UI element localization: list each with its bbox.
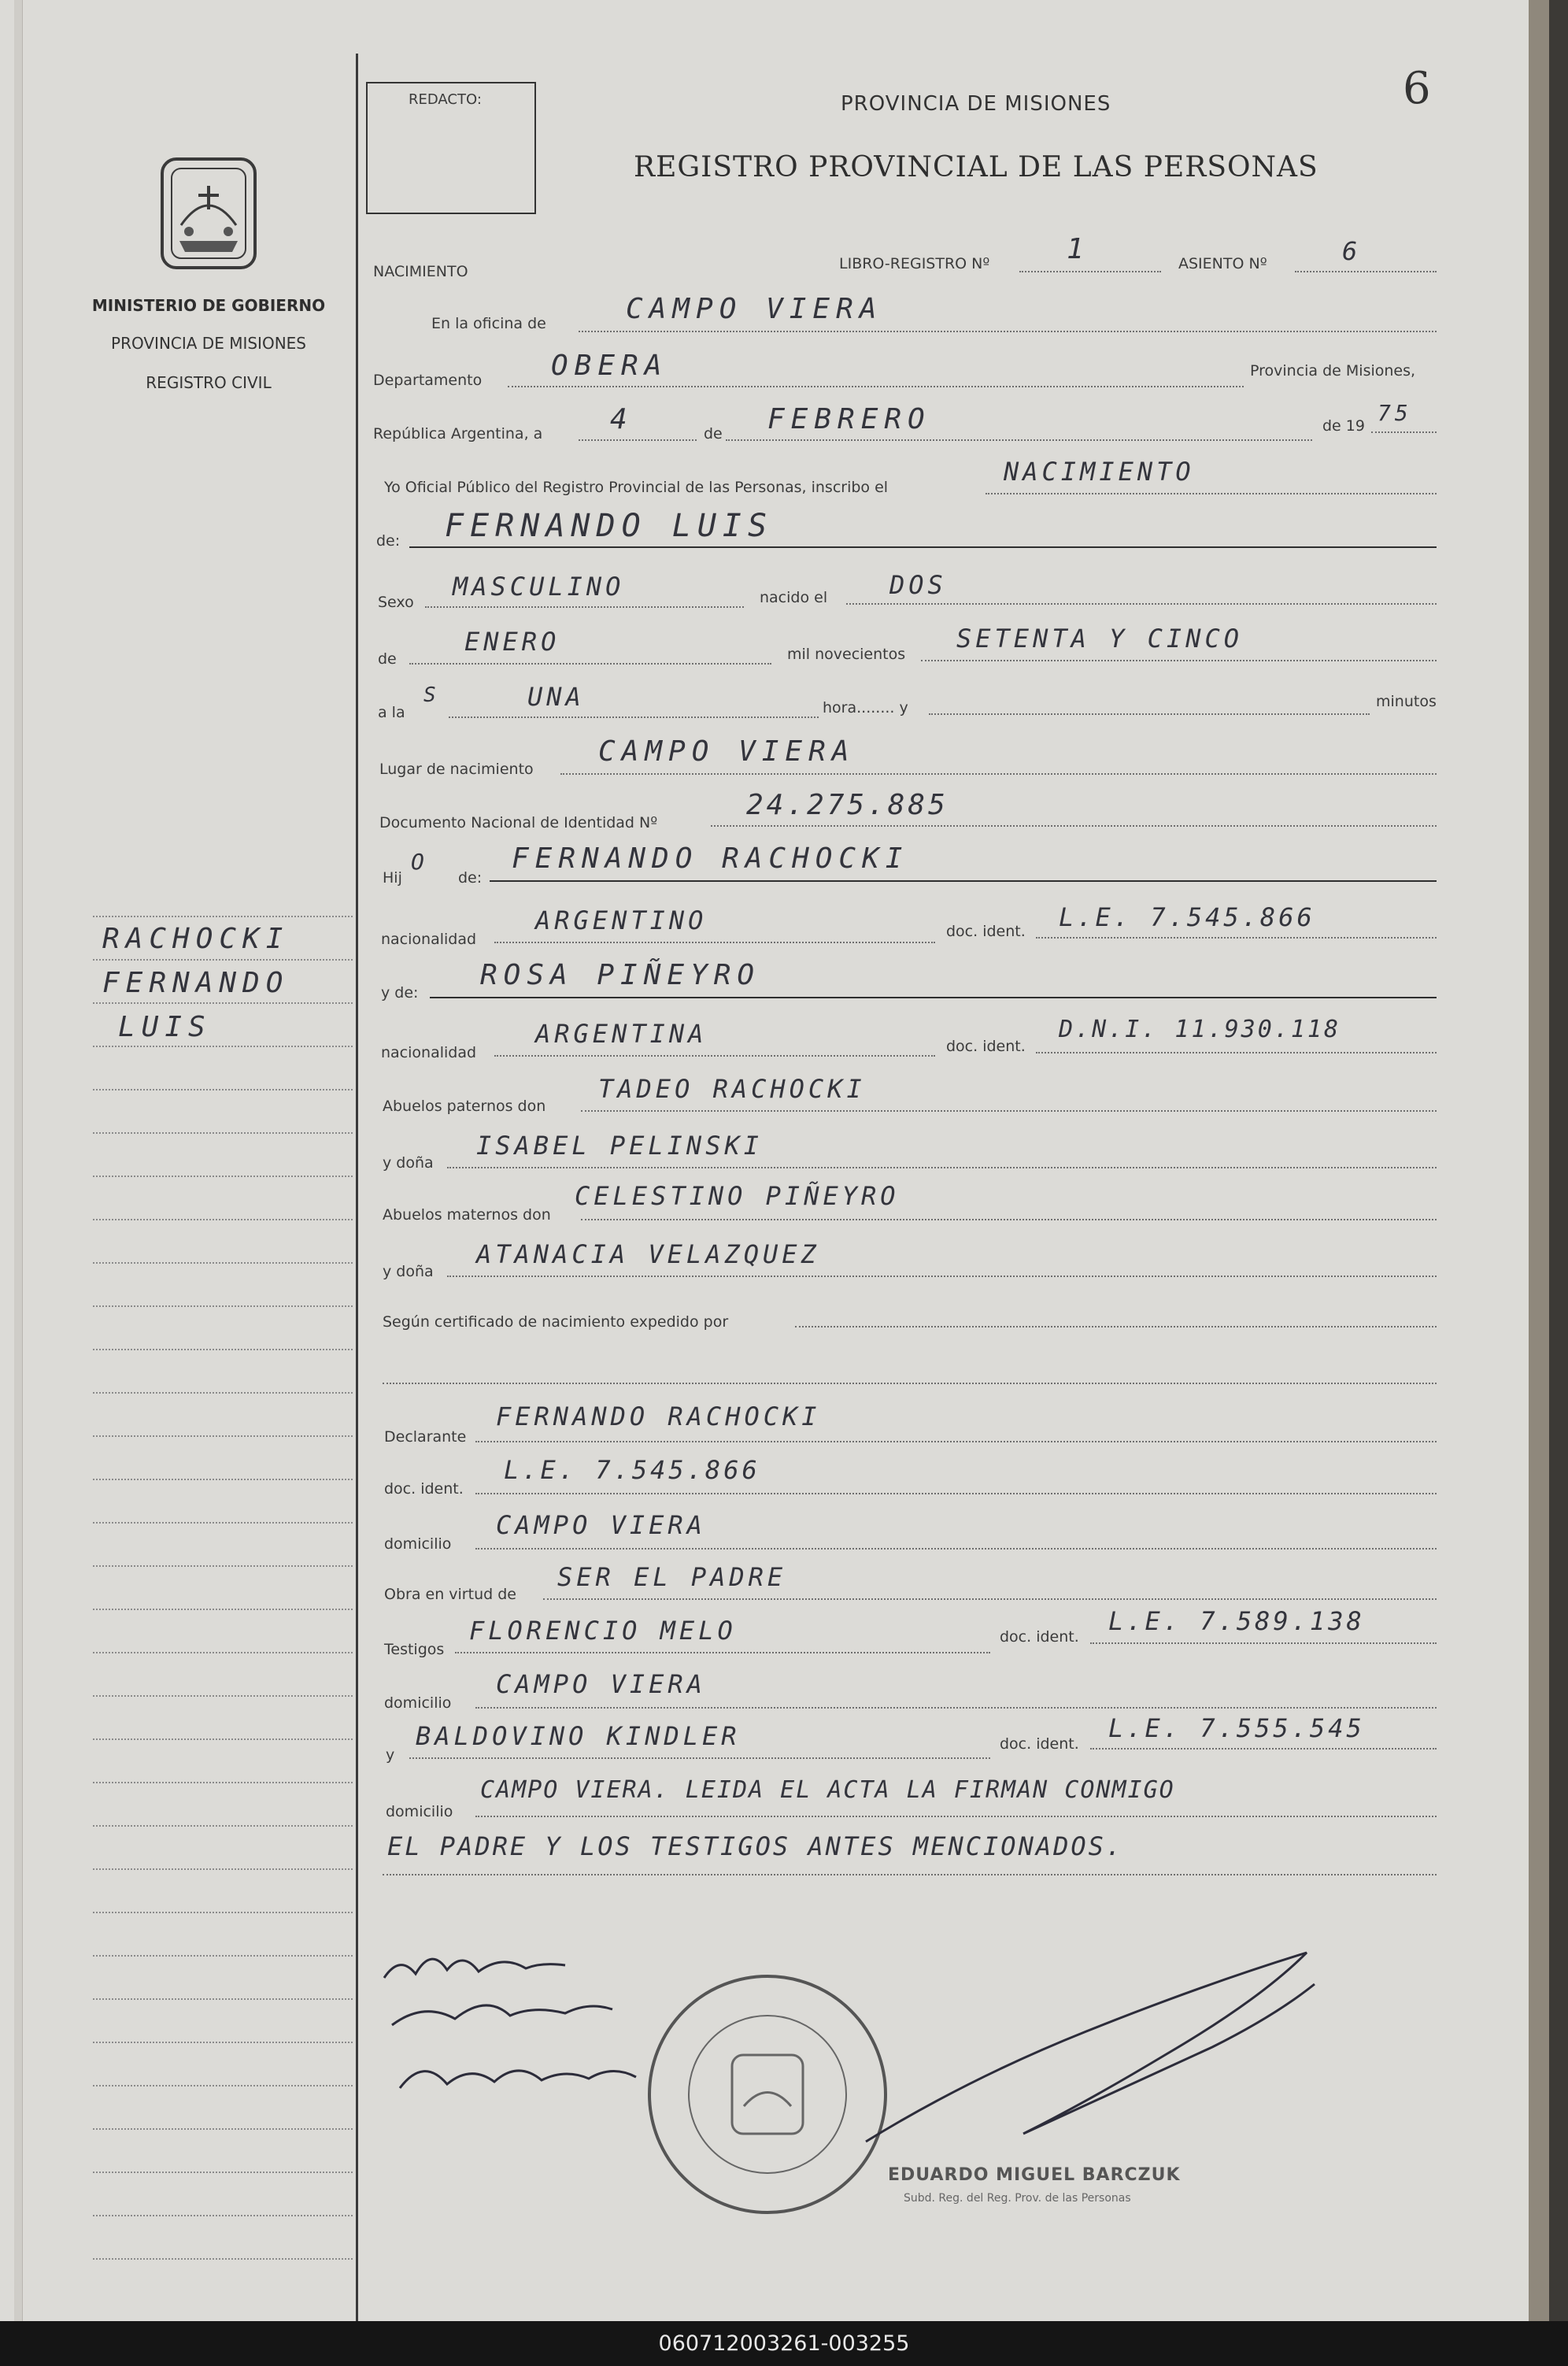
minutos-label: minutos [1376, 693, 1437, 710]
ministry-label: MINISTERIO DE GOBIERNO [91, 296, 326, 315]
padre-nacionalidad-value: ARGENTINO [535, 905, 708, 935]
margin-note-line-2: FERNANDO [102, 967, 290, 999]
asiento-label: ASIENTO Nº [1178, 255, 1267, 272]
sexo-label: Sexo [378, 594, 414, 611]
book-spine [1529, 0, 1549, 2321]
testigo2-domicilio-label: domicilio [386, 1803, 453, 1820]
asiento-value: 6 [1342, 236, 1362, 266]
lugar-value: CAMPO VIERA [598, 735, 856, 768]
madre-nacionalidad-value: ARGENTINA [535, 1019, 708, 1049]
testigo2-doc-value: L.E. 7.555.545 [1108, 1713, 1365, 1743]
acto-value: NACIMIENTO [1004, 457, 1195, 487]
lugar-label: Lugar de nacimiento [379, 761, 534, 778]
margin-note-line-3: LUIS [118, 1011, 212, 1043]
padre-doc-label: doc. ident. [946, 923, 1026, 940]
testigo1-domicilio-value: CAMPO VIERA [496, 1669, 706, 1699]
madre-value: ROSA PIÑEYRO [480, 959, 761, 991]
testigo2-doc-label: doc. ident. [1000, 1735, 1079, 1753]
yo-oficial-label: Yo Oficial Público del Registro Provincial de las Personas, inscribo el [384, 479, 889, 496]
declarante-domicilio-value: CAMPO VIERA [496, 1510, 706, 1540]
padre-value: FERNANDO RACHOCKI [512, 842, 909, 875]
y-testigo-label: y [386, 1746, 395, 1764]
abuela-paterna-value: ISABEL PELINSKI [476, 1131, 763, 1161]
declarante-value: FERNANDO RACHOCKI [496, 1401, 821, 1431]
declarante-domicilio-label: domicilio [384, 1535, 452, 1553]
abuelos-maternos-label: Abuelos maternos don [383, 1206, 551, 1224]
departamento-value: OBERA [551, 350, 668, 382]
declarante-doc-value: L.E. 7.545.866 [504, 1455, 760, 1485]
y-dona-label-2: y doña [383, 1263, 434, 1280]
crest-seal-icon [157, 154, 260, 272]
mes-value: FEBRERO [767, 403, 931, 435]
abuelo-materno-value: CELESTINO PIÑEYRO [575, 1181, 900, 1211]
republica-label: República Argentina, a [373, 425, 543, 442]
nacido-dia-value: DOS [889, 570, 947, 600]
obra-value: SER EL PADRE [557, 1562, 787, 1592]
a-la-label: a la [378, 704, 405, 721]
abuela-materna-value: ATANACIA VELAZQUEZ [476, 1239, 820, 1269]
testigo1-value: FLORENCIO MELO [469, 1616, 737, 1646]
dni-value: 24.275.885 [746, 789, 949, 821]
cierre-value: EL PADRE Y LOS TESTIGOS ANTES MENCIONADOS. [387, 1831, 1124, 1861]
segun-certificado-label: Según certificado de nacimiento expedido por [383, 1313, 729, 1331]
obra-label: Obra en virtud de [384, 1586, 516, 1603]
hij-value: O [411, 849, 428, 875]
declarante-doc-label: doc. ident. [384, 1480, 464, 1498]
madre-doc-label: doc. ident. [946, 1038, 1026, 1055]
declarante-label: Declarante [384, 1428, 467, 1446]
official-name: EDUARDO MIGUEL BARCZUK [888, 2165, 1181, 2185]
dia-value: 4 [610, 403, 634, 435]
de-label-2: de [378, 650, 397, 668]
a-la-s-value: S [423, 683, 440, 707]
abuelo-paterno-value: TADEO RACHOCKI [598, 1074, 866, 1104]
nacido-anio-value: SETENTA Y CINCO [956, 624, 1243, 654]
oficina-value: CAMPO VIERA [626, 293, 883, 325]
de-label-1: de [704, 425, 723, 442]
padre-doc-value: L.E. 7.545.866 [1059, 902, 1315, 932]
redacto-label: REDACTO: [409, 91, 482, 108]
sexo-value: MASCULINO [453, 572, 625, 602]
dni-label: Documento Nacional de Identidad Nº [379, 814, 658, 831]
page-title: REGISTRO PROVINCIAL DE LAS PERSONAS [634, 151, 1318, 183]
testigos-label: Testigos [384, 1641, 445, 1658]
oficina-label: En la oficina de [431, 315, 546, 332]
padre-nacionalidad-label: nacionalidad [381, 931, 477, 948]
departamento-label: Departamento [373, 372, 483, 389]
testigo1-domicilio-label: domicilio [384, 1694, 452, 1712]
hora-label: hora........ y [823, 699, 908, 716]
y-de-label: y de: [381, 984, 419, 1002]
testigo2-value: BALDOVINO KINDLER [416, 1721, 741, 1751]
libro-label: LIBRO-REGISTRO Nº [839, 255, 990, 272]
libro-value: 1 [1067, 233, 1090, 265]
de-19-label: de 19 [1322, 417, 1365, 435]
mil-novecientos-label: mil novecientos [787, 646, 906, 663]
abuelos-paternos-label: Abuelos paternos don [383, 1098, 546, 1115]
nombre-value: FERNANDO LUIS [445, 508, 774, 544]
nacimiento-label: NACIMIENTO [373, 263, 468, 280]
hij-de-label: de: [458, 869, 483, 887]
madre-nacionalidad-label: nacionalidad [381, 1044, 477, 1061]
provincia-de-misiones-label: Provincia de Misiones, [1250, 362, 1416, 380]
official-title: Subd. Reg. del Reg. Prov. de las Personas [904, 2192, 1131, 2205]
ministry-registry: REGISTRO CIVIL [146, 373, 272, 392]
hij-label: Hij [383, 869, 402, 887]
column-divider [356, 54, 358, 2321]
header-province: PROVINCIA DE MISIONES [841, 92, 1111, 116]
page-number: 6 [1403, 63, 1431, 114]
official-signature [850, 1937, 1338, 2173]
margin-note-line-1: RACHOCKI [102, 923, 290, 955]
hora-value: UNA [527, 682, 585, 712]
ministry-province: PROVINCIA DE MISIONES [111, 334, 306, 353]
madre-doc-value: D.N.I. 11.930.118 [1059, 1016, 1341, 1043]
testigo2-domicilio-value: CAMPO VIERA. LEIDA EL ACTA LA FIRMAN CONMIGO [480, 1776, 1175, 1804]
footer-id: 060712003261-003255 [0, 2321, 1568, 2366]
testigo1-doc-value: L.E. 7.589.138 [1108, 1606, 1365, 1636]
y-dona-label-1: y doña [383, 1154, 434, 1172]
de-colon-label: de: [376, 532, 401, 550]
nacido-el-label: nacido el [760, 589, 828, 606]
anio-value: 75 [1378, 400, 1412, 426]
redacto-box [366, 82, 536, 214]
nacido-mes-value: ENERO [464, 627, 560, 657]
testigo1-doc-label: doc. ident. [1000, 1628, 1079, 1646]
page-gutter [14, 0, 23, 2321]
